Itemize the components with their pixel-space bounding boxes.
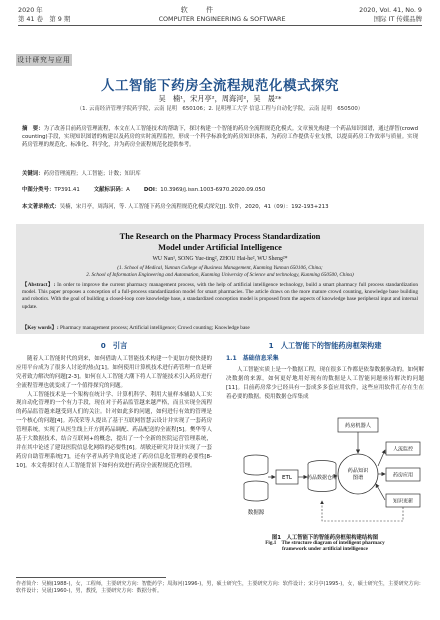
label-data-source: 数据源 <box>247 510 265 516</box>
abstract-cn-text: 为了改善目前药房管理流程，本文在人工智能技术的帮助下，探讨构建一个智能的药房全流程规范化模式。文章预先构建一个药品知识图谱，通过群智(crowd counting)手段，实现知识图谱的构建以及药房的实时流程监控，形成一个科学标准化的药房知识体系，为药房工作提供专业支撑，以提高药房工作效率与质量。实现药房管理的规范化、标准化、科学化，并为药房全流程规范化提供参考。 <box>22 126 418 149</box>
label-kb-line1: 药品知识 <box>347 468 369 474</box>
classification-line <box>22 186 418 194</box>
header-journal-cn: 软 件 <box>180 6 222 14</box>
citation-format <box>22 203 418 211</box>
keywords-cn-label: 关键词： <box>22 171 44 177</box>
abstract-cn <box>22 125 418 150</box>
section-0-title: 0 引言 <box>100 341 128 350</box>
doc-code-value: A <box>126 187 130 193</box>
body-column-left <box>16 342 212 471</box>
label-robot: 药房机器人 <box>345 423 371 429</box>
figure-caption-en-2: framework under artificial intelligence <box>282 546 368 553</box>
footnote-rule <box>16 577 166 578</box>
keywords-en-label: 【Key words】: <box>22 325 59 331</box>
header-volume-cn: 第 41 卷 第 9 期 <box>18 14 71 23</box>
header-volume-en: 2020, Vol. 41, No. 9 <box>359 6 422 14</box>
label-warehouse: 药品数据仓库 <box>306 475 338 481</box>
framework-diagram <box>226 412 424 532</box>
english-abstract-box <box>16 224 424 334</box>
clc-label: 中图分类号： <box>22 187 55 193</box>
body-column-right <box>226 342 424 401</box>
section-0-paragraph-1: 随着人工智能时代的到来，如何借助人工智能技术构建一个更加方便快捷的应用平台成为了很多人讨论的热点[1]。如何使用计算机技术进行药管理一直是研究者致力解决的问题[2-3]。如何在人工智能大潮下将人工智能技术引入药房进行全流程管理也就变成了一个值得探究的问题。 <box>16 355 212 389</box>
keywords-cn <box>22 170 418 178</box>
header-year: 2020 年 <box>18 6 43 14</box>
data-source-icon <box>244 455 268 501</box>
label-kb-line2: 图谱 <box>352 475 364 481</box>
section-1-1-title: 1.1 基础信息采集 <box>226 354 279 362</box>
header-journal-tag: 国际 IT 传媒品牌 <box>373 14 422 23</box>
abstract-en <box>22 282 418 311</box>
abstract-en-text: In order to improve the current pharmacy management process, with the help of artificial intelligence technology, build a smart pharmacy full process standardization model. This paper proposes a conception of a full-process standardization model for smart pharmacies. The article draws on the more mature crowd counting, knowledge base building and robotics. With the goal of building a closed-loop core knowledge base, a standardized conception model is proposed from the aspects of knowledge base peripheral input and internal update. <box>22 282 418 310</box>
header-rule <box>18 25 422 26</box>
header-journal-en: COMPUTER ENGINEERING & SOFTWARE <box>158 14 286 23</box>
knowledge-graph-icon <box>338 454 378 494</box>
title-en-line2: Model under Artificial Intelligence <box>158 242 282 252</box>
section-1-title: 1 人工智能下的智能药房框架构建 <box>268 341 382 350</box>
title-en-line1: The Research on the Pharmacy Process Standardization <box>119 232 321 241</box>
authors-cn: 吴 楠¹，宋月亭²，周海河²，吴 晟²* <box>158 94 282 103</box>
paper-title-cn: 人工智能下药房全流程规范化模式探究 <box>101 78 339 94</box>
doi-label: DOI： <box>143 187 161 193</box>
section-1-paragraph-1: 人工智能实质上是一个数据工程，现在很多工作都是依靠数据驱动的。如何解决数据的来源，如何更好地用好现有的数据是人工智能问题亟待解决的问题[11]。目前药房常少已经具有一套成多多套应用软件，这些应用软件汇存在生在着必要的数据。使用数据仓库集成 <box>226 366 425 400</box>
section-0-paragraph-2: 人工智能技术是一个架构在统计学、计算机科学、利用大量样本辅助人工实现自动化管理的一个有力手段，现在对于药品监管越来越严格，而且实现全流程的药品监管越来越受到人们的关注。针对如此多的问题，如何进行有效的管理是一个核心的问题[4]。苏茂荣等人提出了基于互联网智慧云设计并实现了一套药房管理系统，实现了从医生线上开方到药品调配、药品配送的全流程[5]。樊华等人基于大数据技术，结合互联网+的概念，提出了一个全新的医院运营管理系统，并在其中论述了建设医院信息化网络的必要性[6]。胡敏还研究并设计实现了一套药房自助管理系统[7]，还有学者从药学角度论述了药房信息化管理的必要性[8-10]。本文将探讨在人工智能背景下如何有效进行药房全流程规范化管理。 <box>16 391 212 469</box>
citation-label: 本文著录格式： <box>22 204 60 210</box>
author-footnote: 作者简介：吴楠(1988-)，女，工程师，主要研究方向：智能药学；周海河(1996-)，男，硕士研究生，主要研究方向：软件设计；宋月亭(1995-)，女，硕士研究生，主要研究方向：软件设计；吴晟(1960-)，男，教授，主要研究方向：数据分析。 <box>16 581 424 595</box>
paper-title-en <box>16 232 424 253</box>
affiliation-en <box>46 265 394 279</box>
column-tag: 设计研究与应用 <box>17 56 71 64</box>
label-etl: ETL <box>282 475 292 481</box>
figure-1 <box>226 412 424 553</box>
keywords-en <box>22 323 418 331</box>
affiliation-cn: （1. 云南经济管理学院药学院，云南 昆明 650106；2. 昆明理工大学 信息工程与自动化学院，云南 昆明 650500） <box>76 106 364 112</box>
keywords-en-text: Pharmacy management process; Artificial intelligence; Crowd counting; Knowledge base <box>59 325 250 331</box>
citation-text: 吴楠，宋月亭，周海河，等. 人工智能下药房全流程规范化模式探究[J]. 软件，2020，41（09）：192-193+213 <box>59 204 329 210</box>
abstract-cn-label: 摘 要： <box>22 126 44 132</box>
abstract-en-label: 【Abstract】: <box>22 282 56 288</box>
figure-caption-en <box>226 540 424 553</box>
doc-code-label: 文献标识码： <box>93 187 127 193</box>
figure-caption-en-1: Fig.1 The structure diagram of intelligent pharmacy <box>265 540 385 546</box>
label-app: 药房应用 <box>392 472 414 479</box>
figure-caption-cn: 图1 人工智能下的智能药房框架构建结构图 <box>271 535 379 541</box>
affiliation-en-2: 2. School of Information Engineering and Automation, Kunming University of Science and technology, Kunming 650500, China) <box>86 271 354 278</box>
clc-value: TP391.41 <box>54 187 80 193</box>
journal-header <box>18 6 422 40</box>
affiliation-en-1: (1. School of Medical, Yunnan College of Business Management, Kunming Yunnan 650106, China; <box>117 265 323 271</box>
authors-en: WU Nan¹, SONG Yue-ting², ZHOU Hai-he², WU Sheng²* <box>152 256 288 262</box>
doi-value: 10.3969/j.issn.1003-6970.2020.09.050 <box>160 187 266 193</box>
keywords-cn-text: 药房管理流程；人工智能；计数；知识库 <box>43 171 141 177</box>
label-update: 知识更新 <box>392 498 414 505</box>
label-monitor: 人流监控 <box>392 446 414 453</box>
